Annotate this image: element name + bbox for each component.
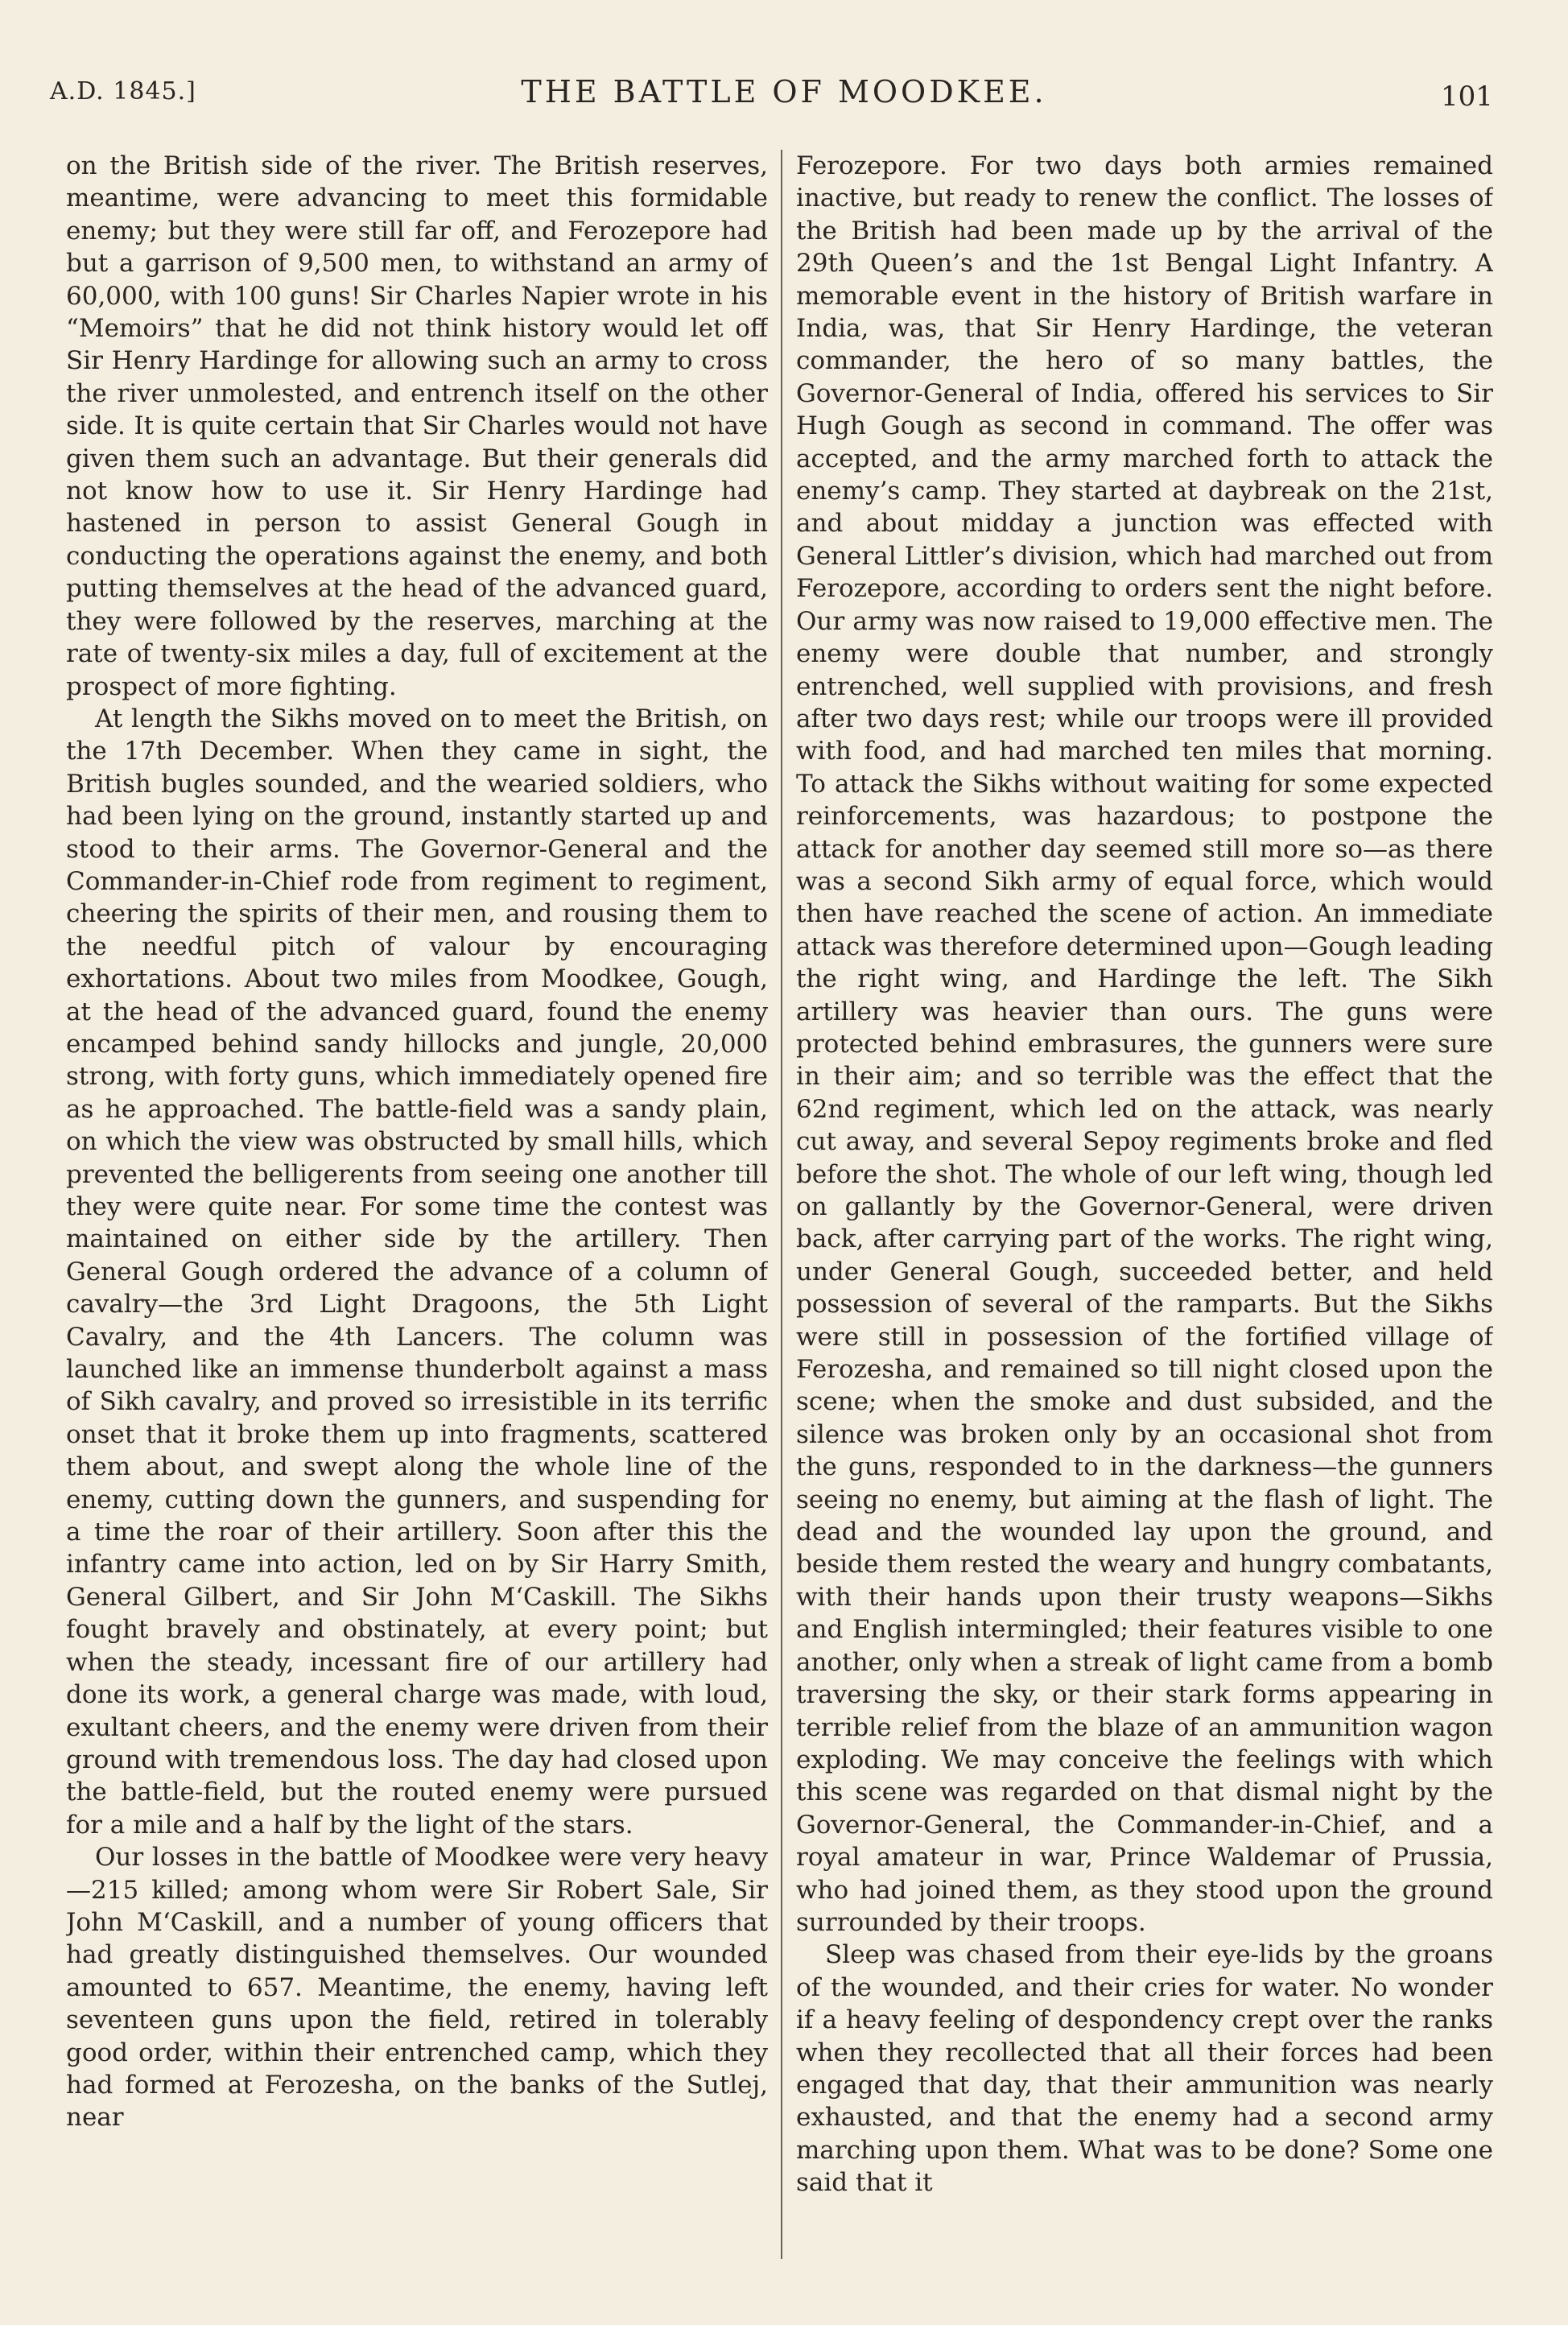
right-column bbox=[796, 150, 1493, 2291]
column-divider bbox=[781, 150, 782, 2259]
paragraph: Our losses in the battle of Moodkee were very heavy—215 killed; among whom were Sir Robert Sale, Sir John M‘Caskill, and a number of young officers that had greatly distinguished themselves. Our wounded amounted to 657. Meantime, the enemy, having left seventeen guns upon the field, retired in tolerably good order, within their entrenched camp, which they had formed at Ferozesha, on the banks of the Sutlej, near bbox=[66, 1843, 768, 2133]
page-number: 101 bbox=[1441, 81, 1493, 113]
running-title: THE BATTLE OF MOODKEE. bbox=[521, 74, 1047, 109]
left-column bbox=[66, 150, 768, 2291]
page-header bbox=[0, 0, 1568, 137]
paragraph: Ferozepore. For two days both armies remained inactive, but ready to renew the conflict. The losses of the British had been made up by the arrival of the 29th Queen’s and the 1st Bengal Light Infantry. A memorable event in the history of British warfare in India, was, that Sir Henry Hardinge, the veteran commander, the hero of so many battles, the Governor-General of India, offered his services to Sir Hugh Gough as second in command. The offer was accepted, and the army marched forth to attack the enemy’s camp. They started at daybreak on the 21st, and about midday a junction was effected with General Littler’s division, which had marched out from Ferozepore, according to orders sent the night before. Our army was now raised to 19,000 effective men. The enemy were double that number, and strongly entrenched, well supplied with provisions, and fresh after two days rest; while our troops were ill provided with food, and had marched ten miles that morning. To attack the Sikhs without waiting for some expected reinforcements, was hazardous; to postpone the attack for another day seemed still more so—as there was a second Sikh army of equal force, which would then have reached the scene of action. An immediate attack was therefore determined upon—Gough leading the right wing, and Hardinge the left. The Sikh artillery was heavier than ours. The guns were protected behind embrasures, the gunners were sure in their aim; and so terrible was the effect that the 62nd regiment, which led on the attack, was nearly cut away, and several Sepoy regiments broke and fled before the shot. The whole of our left wing, though led on gallantly by the Governor-General, were driven back, after carrying part of the works. The right wing, under General Gough, succeeded better, and held possession of several of the ramparts. But the Sikhs were still in possession of the fortified village of Ferozesha, and remained so till night closed upon the scene; when the smoke and dust subsided, and the silence was broken only by an occasional shot from the guns, responded to in the darkness—the gunners seeing no enemy, but aiming at the flash of light. The dead and the wounded lay upon the ground, and beside them rested the weary and hungry combatants, with their hands upon their trusty weapons—Sikhs and English intermingled; their features visible to one another, only when a streak of light came from a bomb traversing the sky, or their stark forms appearing in terrible relief from the blaze of an ammunition wagon exploding. We may conceive the feelings with which this scene was regarded on that dismal night by the Governor-General, the Commander-in-Chief, and a royal amateur in war, Prince Waldemar of Prussia, who had joined them, as they stood upon the ground surrounded by their troops. bbox=[796, 151, 1493, 1937]
header-date: A.D. 1845.] bbox=[50, 77, 196, 105]
paragraph: At length the Sikhs moved on to meet the British, on the 17th December. When they came in sight, the British bugles sounded, and the wearied soldiers, who had been lying on the ground, instantly started up and stood to their arms. The Governor-General and the Commander-in-Chief rode from regiment to regiment, cheering the spirits of their men, and rousing them to the needful pitch of valour by encouraging exhortations. About two miles from Moodkee, Gough, at the head of the advanced guard, found the enemy encamped behind sandy hillocks and jungle, 20,000 strong, with forty guns, which immediately opened fire as he approached. The battle-field was a sandy plain, on which the view was obstructed by small hills, which prevented the belligerents from seeing one another till they were quite near. For some time the contest was maintained on either side by the artillery. Then General Gough ordered the advance of a column of cavalry—the 3rd Light Dragoons, the 5th Light Cavalry, and the 4th Lancers. The column was launched like an immense thunderbolt against a mass of Sikh cavalry, and proved so irresistible in its terrific onset that it broke them up into fragments, scattered them about, and swept along the whole line of the enemy, cutting down the gunners, and suspending for a time the roar of their artillery. Soon after this the infantry came into action, led on by Sir Harry Smith, General Gilbert, and Sir John M‘Caskill. The Sikhs fought bravely and obstinately, at every point; but when the steady, incessant fire of our artillery had done its work, a general charge was made, with loud, exultant cheers, and the enemy were driven from their ground with tremendous loss. The day had closed upon the battle-field, but the routed enemy were pursued for a mile and a half by the light of the stars. bbox=[66, 704, 768, 1840]
paragraph: on the British side of the river. The British reserves, meantime, were advancing to meet this formidable enemy; but they were still far off, and Ferozepore had but a garrison of 9,500 men, to withstand an army of 60,000, with 100 guns! Sir Charles Napier wrote in his “Memoirs” that he did not think history would let off Sir Henry Hardinge for allowing such an army to cross the river unmolested, and entrench itself on the other side. It is quite certain that Sir Charles would not have given them such an advantage. But their generals did not know how to use it. Sir Henry Hardinge had hastened in person to assist General Gough in conducting the operations against the enemy, and both putting themselves at the head of the advanced guard, they were followed by the reserves, marching at the rate of twenty-six miles a day, full of excitement at the prospect of more fighting. bbox=[66, 151, 768, 701]
paragraph: Sleep was chased from their eye-lids by the groans of the wounded, and their cries for water. No wonder if a heavy feeling of despondency crept over the ranks when they recollected that all their forces had been engaged that day, that their ammunition was nearly exhausted, and that the enemy had a second army marching upon them. What was to be done? Some one said that it bbox=[796, 1940, 1493, 2198]
